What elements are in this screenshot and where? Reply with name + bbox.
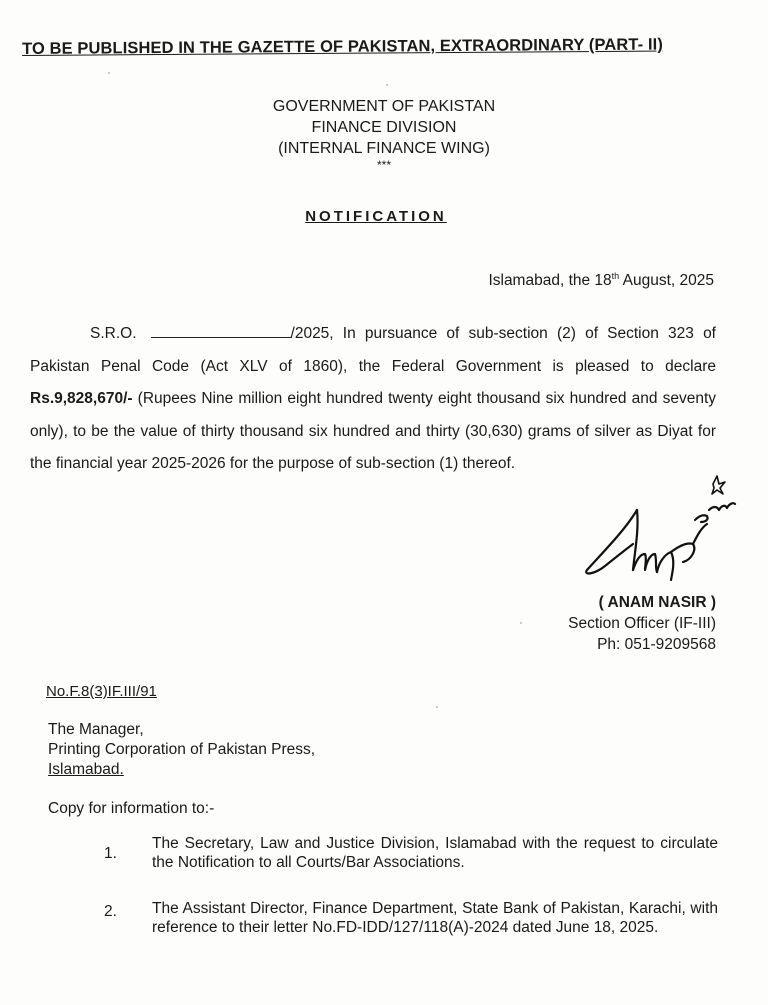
- body-text-1: /2025, In pursuance of sub-section (2) of Section 323 of Pakistan Penal Code (Act XLV of 1860), the Federal Government is pleased to declare: [30, 325, 716, 375]
- reference-number: No.F.8(3)IF.III/91: [46, 683, 157, 700]
- sro-label: S.R.O.: [90, 325, 137, 342]
- signatory-designation: Section Officer (IF-III): [568, 615, 716, 632]
- header-division: FINANCE DIVISION: [311, 119, 457, 136]
- list-item-text: The Secretary, Law and Justice Division, Islamabad with the request to circulate the Notification to all Courts/Bar Associations.: [152, 835, 718, 871]
- list-item-number: 1.: [104, 845, 117, 862]
- notification-body: [30, 318, 716, 481]
- copy-heading: Copy for information to:-: [48, 800, 215, 817]
- signature: [575, 470, 750, 590]
- addressee-line-2: Printing Corporation of Pakistan Press,: [48, 741, 316, 758]
- scan-speck: [108, 72, 110, 74]
- dateline: Islamabad, the 18th August, 2025: [488, 271, 714, 290]
- list-item-text: The Assistant Director, Finance Department, State Bank of Pakistan, Karachi, with reference to their letter No.FD-IDD/127/118(A)-2024 dated June 18, 2025.: [152, 900, 718, 936]
- addressee-line-3: Islamabad.: [48, 761, 124, 778]
- gazette-heading: TO BE PUBLISHED IN THE GAZETTE OF PAKISTAN, EXTRAORDINARY (PART- II): [22, 35, 663, 58]
- header-stars: ***: [376, 158, 391, 172]
- addressee-line-1: The Manager,: [48, 721, 144, 738]
- list-item-number: 2.: [104, 903, 117, 920]
- notification-title: NOTIFICATION: [305, 208, 447, 225]
- signatory-name: ( ANAM NASIR ): [598, 594, 716, 611]
- signatory-block: [568, 592, 716, 655]
- scan-speck: [520, 622, 522, 624]
- addressee-block: [48, 720, 315, 780]
- scan-speck: [436, 706, 438, 708]
- signatory-phone: Ph: 051-9209568: [597, 636, 716, 653]
- body-text-2: (Rupees Nine million eight hundred twenty eight thousand six hundred and seventy only), to be the value of thirty thousand six hundred and thirty (30,630) grams of silver as Diyat for the financial year 2025-2026 for the purpose of sub-section (1) thereof.: [30, 390, 716, 472]
- diyat-amount: Rs.9,828,670/-: [30, 390, 133, 407]
- header-government: GOVERNMENT OF PAKISTAN: [272, 98, 496, 115]
- header-wing: (INTERNAL FINANCE WING): [278, 140, 490, 157]
- scan-speck: [386, 84, 388, 86]
- sro-number-blank: [151, 323, 291, 338]
